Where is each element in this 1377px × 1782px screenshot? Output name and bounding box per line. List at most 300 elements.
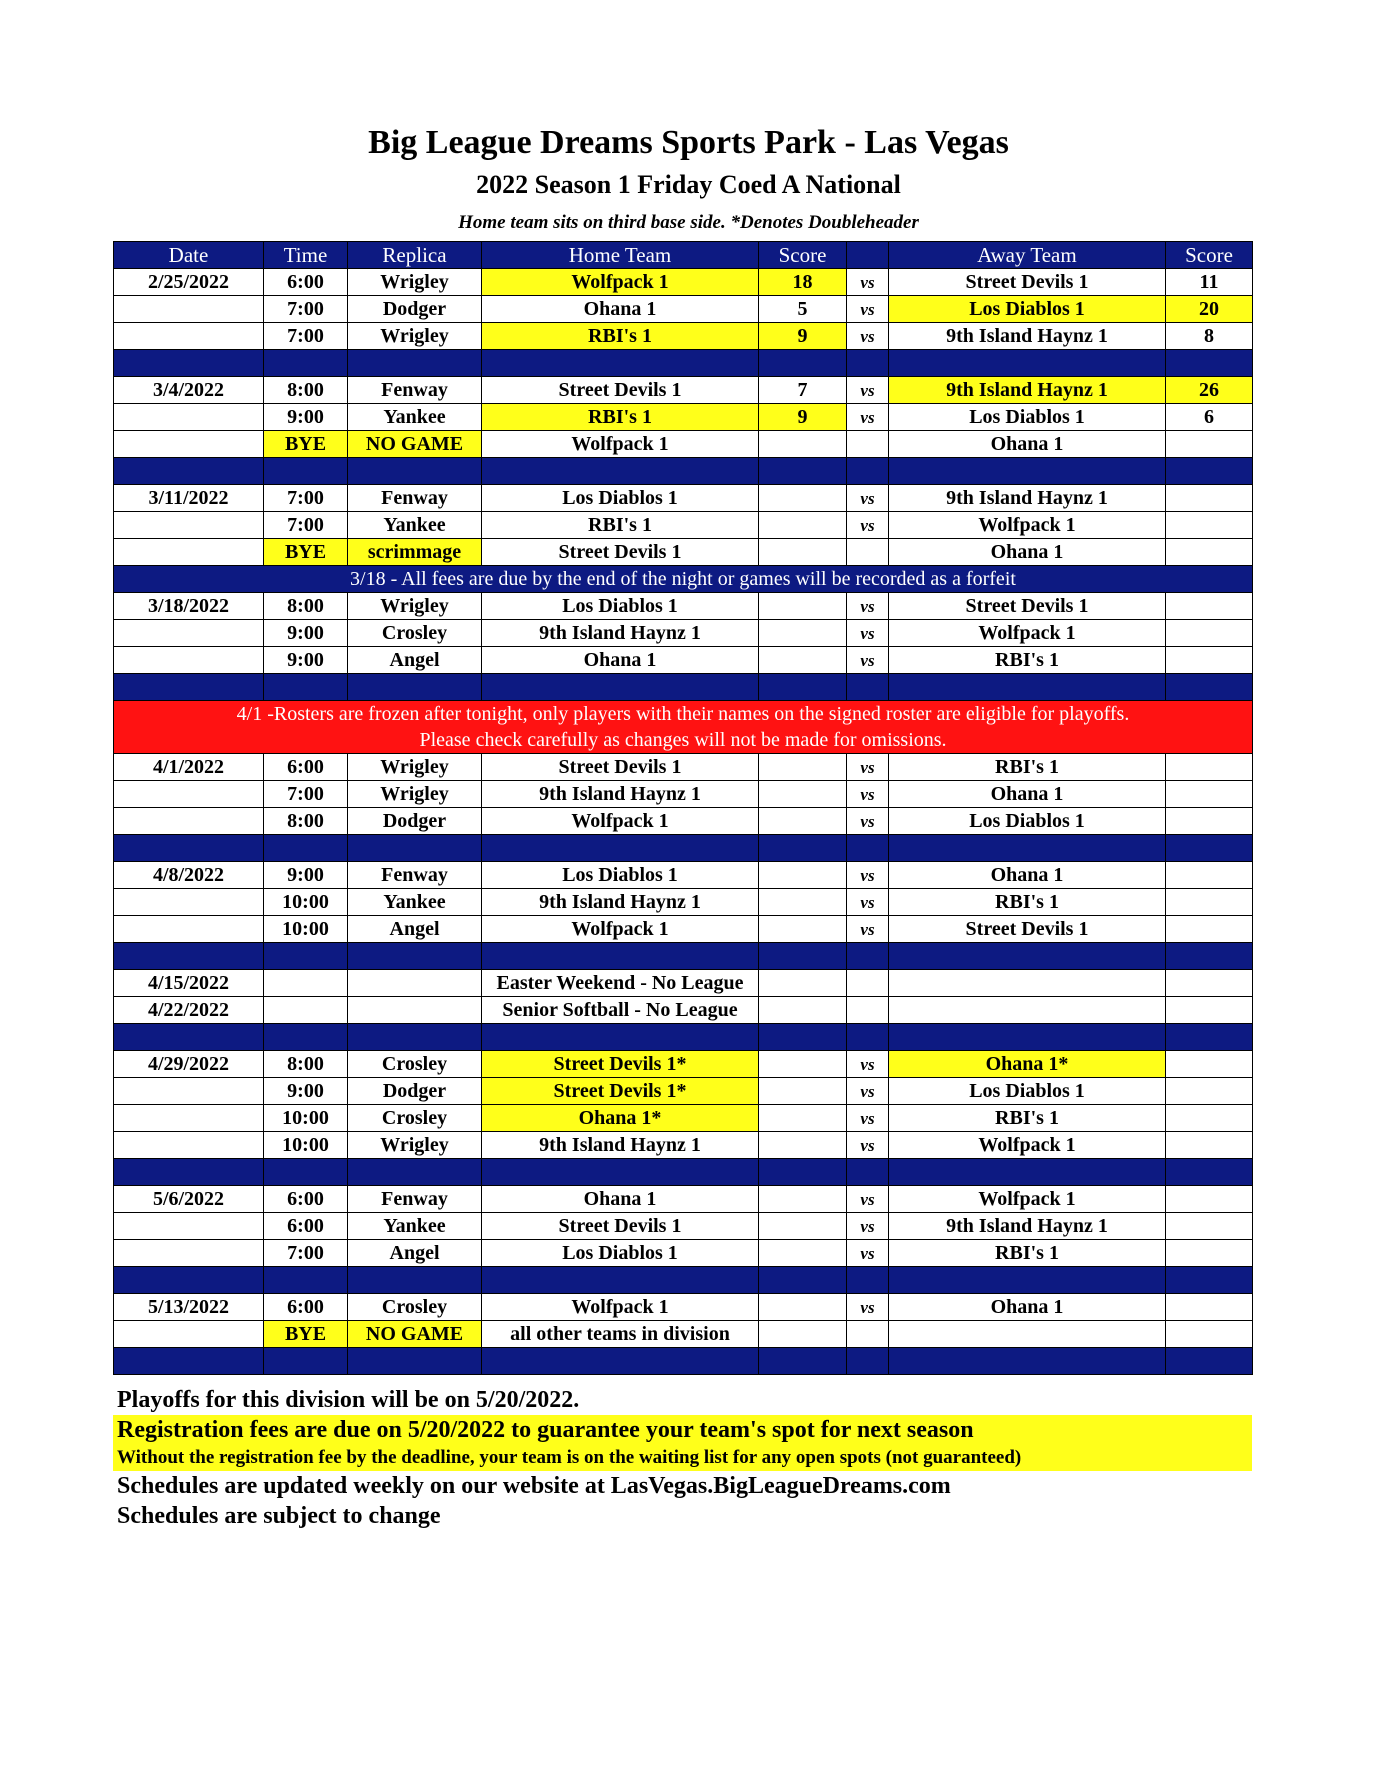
website-note: Schedules are updated weekly on our website at LasVegas.BigLeagueDreams.com [117,1473,951,1499]
date-cell [114,1132,264,1159]
col-header-home-score: Score [759,242,847,269]
date-cell [114,323,264,350]
date-cell [114,431,264,458]
replica-cell: Wrigley [348,754,482,781]
time-cell: 10:00 [264,1132,348,1159]
game-row [114,1186,1253,1213]
home-score-cell: 9 [759,404,847,431]
col-header-replica: Replica [348,242,482,269]
separator-cell [264,835,348,862]
time-cell: 10:00 [264,1105,348,1132]
vs-cell [847,970,889,997]
vs-cell: vs [847,323,889,350]
time-cell: 6:00 [264,1213,348,1240]
page-title: Big League Dreams Sports Park - Las Vegas [368,124,1009,161]
away-team-cell: Wolfpack 1 [889,512,1166,539]
separator-cell [847,1348,889,1375]
vs-cell: vs [847,593,889,620]
time-cell: 7:00 [264,485,348,512]
away-score-cell: 6 [1166,404,1253,431]
home-team-cell: Street Devils 1 [482,1213,759,1240]
home-team-cell: Ohana 1 [482,647,759,674]
away-score-cell [1166,512,1253,539]
separator-cell [264,1348,348,1375]
replica-cell: Angel [348,916,482,943]
date-cell [114,647,264,674]
separator-cell [759,674,847,701]
replica-cell: Wrigley [348,1132,482,1159]
game-row [114,512,1253,539]
vs-cell: vs [847,1051,889,1078]
replica-cell: Wrigley [348,269,482,296]
home-team-cell: Los Diablos 1 [482,862,759,889]
separator-cell [847,674,889,701]
vs-cell: vs [847,754,889,781]
home-score-cell [759,539,847,566]
date-cell [114,620,264,647]
col-header-date: Date [114,242,264,269]
away-score-cell [1166,997,1253,1024]
home-team-cell: Wolfpack 1 [482,1294,759,1321]
vs-cell: vs [847,862,889,889]
time-cell: 9:00 [264,647,348,674]
separator-cell [114,674,264,701]
replica-cell: Fenway [348,1186,482,1213]
separator-cell [264,1267,348,1294]
separator-cell [759,350,847,377]
away-team-cell: 9th Island Haynz 1 [889,485,1166,512]
home-score-cell [759,754,847,781]
game-row [114,431,1253,458]
away-score-cell: 11 [1166,269,1253,296]
away-score-cell [1166,539,1253,566]
separator-cell [482,1267,759,1294]
col-header-away-score: Score [1166,242,1253,269]
game-row [114,1294,1253,1321]
separator-cell [889,458,1166,485]
away-score-cell [1166,862,1253,889]
separator-cell [847,350,889,377]
vs-cell: vs [847,1105,889,1132]
away-score-cell [1166,1132,1253,1159]
week-separator-row [114,1267,1253,1294]
away-score-cell [1166,970,1253,997]
col-header-home-team: Home Team [482,242,759,269]
date-cell: 4/8/2022 [114,862,264,889]
time-cell: 8:00 [264,593,348,620]
vs-cell: vs [847,1078,889,1105]
date-cell [114,1213,264,1240]
away-team-cell: Ohana 1 [889,1294,1166,1321]
roster-alert-line1: 4/1 -Rosters are frozen after tonight, only players with their names on the signed roster are eligible for playoffs. [236,703,1130,725]
game-row [114,296,1253,323]
date-cell [114,889,264,916]
home-team-cell: RBI's 1 [482,512,759,539]
separator-cell [889,943,1166,970]
separator-cell [482,458,759,485]
time-cell [264,970,348,997]
home-team-cell: RBI's 1 [482,323,759,350]
time-cell: 7:00 [264,296,348,323]
separator-cell [1166,1159,1253,1186]
vs-cell: vs [847,377,889,404]
separator-cell [264,674,348,701]
away-team-cell: Los Diablos 1 [889,808,1166,835]
separator-cell [348,1024,482,1051]
vs-cell: vs [847,485,889,512]
home-team-cell: Los Diablos 1 [482,1240,759,1267]
home-team-cell: 9th Island Haynz 1 [482,1132,759,1159]
home-team-note: Home team sits on third base side. *Denotes Doubleheader [458,212,919,233]
away-team-cell: Wolfpack 1 [889,1186,1166,1213]
away-score-cell [1166,1213,1253,1240]
away-score-cell [1166,889,1253,916]
home-team-cell: all other teams in division [482,1321,759,1348]
away-team-cell: 9th Island Haynz 1 [889,1213,1166,1240]
game-row [114,1105,1253,1132]
replica-cell: Wrigley [348,593,482,620]
col-header-time: Time [264,242,348,269]
home-team-cell: Los Diablos 1 [482,485,759,512]
away-team-cell: Street Devils 1 [889,269,1166,296]
game-row [114,1240,1253,1267]
separator-cell [482,1159,759,1186]
replica-cell: Crosley [348,1051,482,1078]
separator-cell [348,674,482,701]
away-score-cell [1166,431,1253,458]
footer [113,1385,1252,1531]
away-score-cell [1166,1240,1253,1267]
separator-cell [348,458,482,485]
roster-alert [114,701,1253,754]
time-cell: 7:00 [264,323,348,350]
date-cell: 4/1/2022 [114,754,264,781]
replica-cell: Crosley [348,1105,482,1132]
week-separator-row [114,674,1253,701]
separator-cell [1166,350,1253,377]
separator-cell [1166,1024,1253,1051]
week-separator-row [114,1159,1253,1186]
separator-cell [114,835,264,862]
home-team-cell: Ohana 1 [482,296,759,323]
home-score-cell [759,997,847,1024]
away-team-cell: Ohana 1 [889,781,1166,808]
date-cell [114,1078,264,1105]
home-score-cell: 7 [759,377,847,404]
separator-cell [264,1024,348,1051]
separator-cell [759,1024,847,1051]
separator-cell [348,1348,482,1375]
separator-cell [114,1348,264,1375]
home-score-cell: 5 [759,296,847,323]
vs-cell: vs [847,1213,889,1240]
vs-cell: vs [847,512,889,539]
away-score-cell [1166,1186,1253,1213]
separator-cell [759,835,847,862]
away-team-cell: RBI's 1 [889,1240,1166,1267]
vs-cell [847,1321,889,1348]
away-team-cell: Street Devils 1 [889,916,1166,943]
roster-alert-line2: Please check carefully as changes will not be made for omissions. [419,729,947,751]
home-score-cell [759,970,847,997]
home-score-cell [759,512,847,539]
separator-cell [482,1024,759,1051]
game-row [114,808,1253,835]
playoffs-note: Playoffs for this division will be on 5/20/2022. [117,1387,580,1413]
game-row [114,781,1253,808]
home-team-cell: Wolfpack 1 [482,431,759,458]
away-score-cell [1166,620,1253,647]
date-cell: 3/18/2022 [114,593,264,620]
table-header-row [114,242,1253,269]
game-row [114,889,1253,916]
separator-cell [264,943,348,970]
separator-cell [264,458,348,485]
replica-cell [348,997,482,1024]
game-row [114,269,1253,296]
separator-cell [759,943,847,970]
away-score-cell: 8 [1166,323,1253,350]
home-score-cell [759,1105,847,1132]
roster-alert-row [114,701,1253,754]
registration-notice [113,1415,1252,1471]
date-cell [114,512,264,539]
separator-cell [114,458,264,485]
separator-cell [759,1159,847,1186]
replica-cell: NO GAME [348,1321,482,1348]
subject-to-change-note: Schedules are subject to change [117,1503,441,1529]
week-separator-row [114,835,1253,862]
separator-cell [1166,943,1253,970]
page-subtitle: 2022 Season 1 Friday Coed A National [476,170,901,199]
replica-cell: Yankee [348,1213,482,1240]
home-score-cell [759,620,847,647]
replica-cell: Angel [348,1240,482,1267]
away-team-cell: RBI's 1 [889,647,1166,674]
away-score-cell: 26 [1166,377,1253,404]
away-score-cell [1166,647,1253,674]
replica-cell: Crosley [348,1294,482,1321]
date-cell: 3/4/2022 [114,377,264,404]
time-cell: 6:00 [264,1186,348,1213]
home-score-cell [759,916,847,943]
away-score-cell: 20 [1166,296,1253,323]
date-cell: 4/22/2022 [114,997,264,1024]
date-cell: 3/11/2022 [114,485,264,512]
replica-cell: Dodger [348,1078,482,1105]
time-cell: 7:00 [264,512,348,539]
replica-cell: Crosley [348,620,482,647]
home-team-cell: Los Diablos 1 [482,593,759,620]
time-cell: 10:00 [264,889,348,916]
game-row [114,916,1253,943]
separator-cell [759,1348,847,1375]
separator-cell [114,1267,264,1294]
fees-notice: 3/18 - All fees are due by the end of the night or games will be recorded as a forfeit [114,566,1253,593]
away-team-cell: RBI's 1 [889,1105,1166,1132]
separator-cell [847,458,889,485]
game-row [114,1321,1253,1348]
date-cell [114,1105,264,1132]
date-cell [114,404,264,431]
time-cell: 8:00 [264,377,348,404]
replica-cell: Fenway [348,862,482,889]
separator-cell [889,1267,1166,1294]
separator-cell [847,1159,889,1186]
home-score-cell [759,1132,847,1159]
separator-cell [889,674,1166,701]
home-team-cell: Senior Softball - No League [482,997,759,1024]
time-cell: 7:00 [264,781,348,808]
home-score-cell [759,781,847,808]
home-score-cell [759,647,847,674]
away-score-cell [1166,1078,1253,1105]
schedule-body [114,269,1253,1375]
home-score-cell [759,593,847,620]
replica-cell: Wrigley [348,323,482,350]
away-team-cell: Wolfpack 1 [889,620,1166,647]
game-row [114,970,1253,997]
vs-cell: vs [847,404,889,431]
separator-cell [1166,674,1253,701]
time-cell: 9:00 [264,1078,348,1105]
separator-cell [889,350,1166,377]
date-cell [114,1240,264,1267]
separator-cell [264,350,348,377]
replica-cell: Yankee [348,404,482,431]
time-cell: BYE [264,431,348,458]
separator-cell [114,350,264,377]
game-row [114,754,1253,781]
home-score-cell [759,862,847,889]
away-team-cell: 9th Island Haynz 1 [889,323,1166,350]
home-score-cell [759,1294,847,1321]
time-cell: BYE [264,1321,348,1348]
replica-cell: scrimmage [348,539,482,566]
game-row [114,997,1253,1024]
away-team-cell: Los Diablos 1 [889,404,1166,431]
separator-cell [847,1267,889,1294]
away-team-cell: Ohana 1 [889,539,1166,566]
schedule-table [113,241,1253,1375]
vs-cell [847,539,889,566]
away-team-cell: Ohana 1 [889,862,1166,889]
separator-cell [889,1024,1166,1051]
week-separator-row [114,350,1253,377]
date-cell [114,781,264,808]
vs-cell: vs [847,269,889,296]
registration-deadline: Registration fees are due on 5/20/2022 to guarantee your team's spot for next season [117,1417,974,1443]
time-cell: 6:00 [264,269,348,296]
vs-cell: vs [847,781,889,808]
home-score-cell [759,1321,847,1348]
replica-cell: Angel [348,647,482,674]
separator-cell [1166,835,1253,862]
vs-cell [847,997,889,1024]
separator-cell [1166,1348,1253,1375]
time-cell: BYE [264,539,348,566]
replica-cell: Fenway [348,485,482,512]
separator-cell [482,350,759,377]
separator-cell [114,943,264,970]
vs-cell [847,431,889,458]
away-team-cell: Los Diablos 1 [889,1078,1166,1105]
game-row [114,1078,1253,1105]
separator-cell [847,943,889,970]
away-team-cell: Street Devils 1 [889,593,1166,620]
separator-cell [847,1024,889,1051]
home-score-cell [759,431,847,458]
date-cell: 5/6/2022 [114,1186,264,1213]
away-score-cell [1166,1051,1253,1078]
time-cell: 6:00 [264,754,348,781]
home-team-cell: Wolfpack 1 [482,916,759,943]
vs-cell: vs [847,889,889,916]
separator-cell [264,1159,348,1186]
away-score-cell [1166,754,1253,781]
vs-cell: vs [847,620,889,647]
home-team-cell: Ohana 1* [482,1105,759,1132]
home-score-cell [759,808,847,835]
away-team-cell: Ohana 1* [889,1051,1166,1078]
time-cell: 9:00 [264,620,348,647]
replica-cell: Yankee [348,889,482,916]
game-row [114,377,1253,404]
away-score-cell [1166,808,1253,835]
separator-cell [889,835,1166,862]
time-cell: 9:00 [264,404,348,431]
week-separator-row [114,943,1253,970]
time-cell: 8:00 [264,1051,348,1078]
waiting-list-note: Without the registration fee by the deadline, your team is on the waiting list for any open spots (not guaranteed) [117,1447,1022,1468]
separator-cell [847,835,889,862]
vs-cell: vs [847,1186,889,1213]
separator-cell [482,674,759,701]
separator-cell [348,1159,482,1186]
separator-cell [759,1267,847,1294]
time-cell: 10:00 [264,916,348,943]
separator-cell [889,1159,1166,1186]
home-team-cell: Wolfpack 1 [482,808,759,835]
home-score-cell [759,485,847,512]
replica-cell: Dodger [348,296,482,323]
home-score-cell: 9 [759,323,847,350]
separator-cell [1166,458,1253,485]
week-separator-row [114,1348,1253,1375]
separator-cell [482,943,759,970]
vs-cell: vs [847,647,889,674]
home-team-cell: Street Devils 1* [482,1051,759,1078]
replica-cell: Dodger [348,808,482,835]
fees-notice-row [114,566,1253,593]
time-cell: 8:00 [264,808,348,835]
away-score-cell [1166,1294,1253,1321]
week-separator-row [114,1024,1253,1051]
away-team-cell: RBI's 1 [889,889,1166,916]
replica-cell: Wrigley [348,781,482,808]
separator-cell [759,458,847,485]
game-row [114,1213,1253,1240]
game-row [114,539,1253,566]
game-row [114,647,1253,674]
col-header-away-team: Away Team [889,242,1166,269]
home-score-cell [759,889,847,916]
away-score-cell [1166,916,1253,943]
away-team-cell [889,1321,1166,1348]
date-cell: 2/25/2022 [114,269,264,296]
date-cell: 4/29/2022 [114,1051,264,1078]
home-score-cell [759,1186,847,1213]
